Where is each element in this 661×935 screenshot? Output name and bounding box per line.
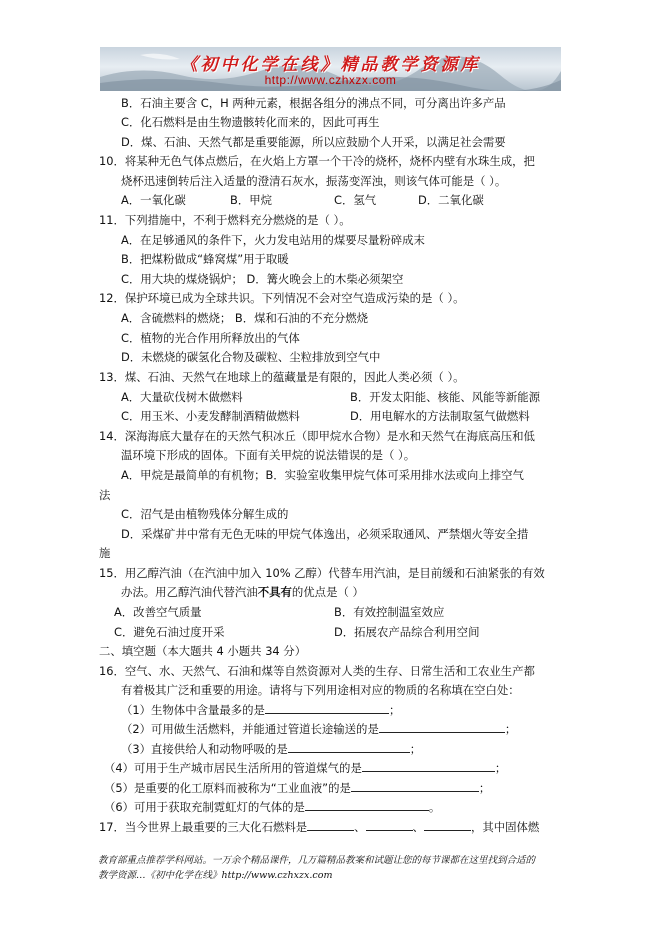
q17-sep-2: 、 — [412, 820, 424, 834]
q15-option-a: A．改善空气质量 — [114, 605, 202, 619]
q16-item-3 — [121, 741, 421, 757]
q15-stem-text: 办法。用乙醇汽油代替汽油 — [121, 585, 258, 599]
q17-stem — [99, 819, 539, 835]
q16-stem-1: 16．空气、水、天然气、石油和煤等自然资源对人类的生存、日常生活和工农业生产都 — [99, 664, 535, 678]
q15-option-d: D．拓展农产品综合利用空间 — [334, 625, 480, 639]
q16-answer-blank-3[interactable] — [288, 741, 410, 753]
section-fill-in-title: 二、填空题（本大题共 4 小题共 34 分） — [99, 644, 307, 658]
q13-option-d: D．用电解水的方法制取氢气做燃料 — [350, 409, 530, 423]
q16-item-5-end: ； — [478, 781, 491, 795]
q16-item-2-text: （2）可用做生活燃料，并能通过管道长途输送的是 — [121, 722, 379, 736]
q15-option-c: C．避免石油过度开采 — [114, 625, 225, 639]
q14-option-ab: A．甲烷是最简单的有机物；B．实验室收集甲烷气体可采用排水法或向上排空气 — [121, 468, 524, 482]
q17-answer-blank-3[interactable] — [424, 819, 471, 831]
q16-item-4 — [104, 760, 506, 776]
q16-item-6-text: （6）可用于获取充制霓虹灯的气体的是 — [104, 800, 305, 814]
q16-answer-blank-1[interactable] — [265, 702, 389, 714]
q10-option-a: A．一氧化碳 — [121, 193, 186, 207]
q14-stem-2: 温环境下形成的固体。下面有关甲烷的说法错误的是（ ）。 — [121, 448, 416, 462]
q17-answer-blank-1[interactable] — [307, 819, 354, 831]
q13-stem: 13．煤、石油、天然气在地球上的蕴藏量是有限的，因此人类必须（ ）。 — [99, 370, 465, 384]
q13-option-c: C．用玉米、小麦发酵制酒精做燃料 — [121, 409, 300, 423]
q15-emphasis: 不具有 — [257, 585, 292, 599]
q12-option-ab: A．含硫燃料的燃烧； B．煤和石油的不充分燃烧 — [121, 311, 369, 325]
footer-line-2: 教学资源…《初中化学在线》http://www.czhxzx.com — [98, 870, 333, 881]
q16-item-2-end: ； — [504, 722, 517, 736]
q15-stem-1: 15．用乙醇汽油（在汽油中加入 10% 乙醇）代替车用汽油，是目前缓和石油紧张的有效 — [99, 566, 545, 580]
q14-option-d-cont: 施 — [99, 546, 111, 560]
q9-option-d: D．煤、石油、天然气都是重要能源，所以应鼓励个人开采，以满足社会需要 — [121, 135, 506, 149]
q16-item-4-end: ； — [494, 761, 507, 775]
q16-answer-blank-6[interactable] — [305, 799, 429, 811]
q16-answer-blank-4[interactable] — [362, 760, 495, 772]
banner-title: 《初中化学在线》精品教学资源库 — [180, 55, 481, 75]
q16-item-3-end: ； — [409, 742, 422, 756]
q11-stem: 11．下列措施中，不利于燃料充分燃烧的是（ ）。 — [99, 213, 351, 227]
q16-item-3-text: （3）直接供给人和动物呼吸的是 — [121, 742, 288, 756]
q16-stem-2: 有着极其广泛和重要的用途。请将与下列用途相对应的物质的名称填在空白处： — [121, 683, 520, 697]
q16-item-1-text: （1）生物体中含量最多的是 — [121, 703, 265, 717]
header-banner — [100, 47, 561, 91]
q11-option-a: A．在足够通风的条件下，火力发电站用的煤要尽量粉碎成末 — [121, 233, 425, 247]
q13-option-b: B．开发太阳能、核能、风能等新能源 — [350, 390, 541, 404]
q16-item-1-end: ； — [388, 703, 401, 717]
q16-item-6 — [104, 799, 440, 815]
q15-option-b: B．有效控制温室效应 — [334, 605, 445, 619]
q14-option-d: D．采煤矿井中常有无色无味的甲烷气体逸出，必须采取通风、严禁烟火等安全措 — [121, 527, 529, 541]
q17-tail: ，其中固体燃 — [470, 820, 540, 834]
q10-option-d: D．二氧化碳 — [418, 193, 484, 207]
q9-option-c: C．化石燃料是由生物遗骸转化而来的，因此可再生 — [121, 115, 380, 129]
q16-item-1 — [121, 702, 400, 718]
q16-answer-blank-5[interactable] — [351, 780, 479, 792]
q11-option-b: B．把煤粉做成“蜂窝煤”用于取暖 — [121, 252, 289, 266]
q16-item-4-text: （4）可用于生产城市居民生活所用的管道煤气的是 — [104, 761, 362, 775]
q17-sep-1: 、 — [354, 820, 366, 834]
q12-stem: 12．保护环境已成为全球共识。下列情况不会对空气造成污染的是（ ）。 — [99, 291, 465, 305]
q16-item-5-text: （5）是重要的化工原料而被称为“工业血液”的是 — [104, 781, 351, 795]
footer-line-1: 教育部重点推荐学科网站。一万余个精品课件，几万篇精品教案和试题让您的每节课都在这里找到合适的 — [98, 855, 536, 866]
q14-option-c: C．沼气是由植物残体分解生成的 — [121, 507, 289, 521]
banner-url[interactable]: http://www.czhxzx.com — [264, 73, 397, 87]
q10-option-b: B．甲烷 — [230, 193, 272, 207]
q14-stem-1: 14．深海海底大量存在的天然气积冰丘（即甲烷水合物）是水和天然气在海底高压和低 — [99, 429, 535, 443]
q16-item-6-end: 。 — [428, 800, 441, 814]
q17-text: 17．当今世界上最重要的三大化石燃料是 — [99, 820, 308, 834]
q10-option-c: C．氢气 — [334, 193, 377, 207]
q15-stem-tail: 的优点是（ ） — [291, 585, 364, 599]
q13-option-a: A．大量砍伐树木做燃料 — [121, 390, 243, 404]
q12-option-d: D．未燃烧的碳氢化合物及碳粒、尘粒排放到空气中 — [121, 350, 381, 364]
q17-answer-blank-2[interactable] — [366, 819, 413, 831]
q9-option-b: B．石油主要含 C，H 两种元素，根据各组分的沸点不同，可分离出许多产品 — [121, 96, 506, 110]
q14-option-b-cont: 法 — [99, 488, 111, 502]
q15-stem-2 — [121, 584, 364, 600]
q10-stem-2: 烧杯迅速倒转后注入适量的澄清石灰水，振荡变浑浊，则该气体可能是（ ）。 — [121, 174, 507, 188]
q16-item-2 — [121, 721, 516, 737]
q10-stem-1: 10．将某种无色气体点燃后，在火焰上方罩一个干冷的烧杯，烧杯内壁有水珠生成，把 — [99, 154, 535, 168]
q11-option-cd: C．用大块的煤烧锅炉； D．篝火晚会上的木柴必须架空 — [121, 272, 404, 286]
q16-answer-blank-2[interactable] — [379, 721, 505, 733]
q12-option-c: C．植物的光合作用所释放出的气体 — [121, 331, 300, 345]
q16-item-5 — [104, 780, 490, 796]
